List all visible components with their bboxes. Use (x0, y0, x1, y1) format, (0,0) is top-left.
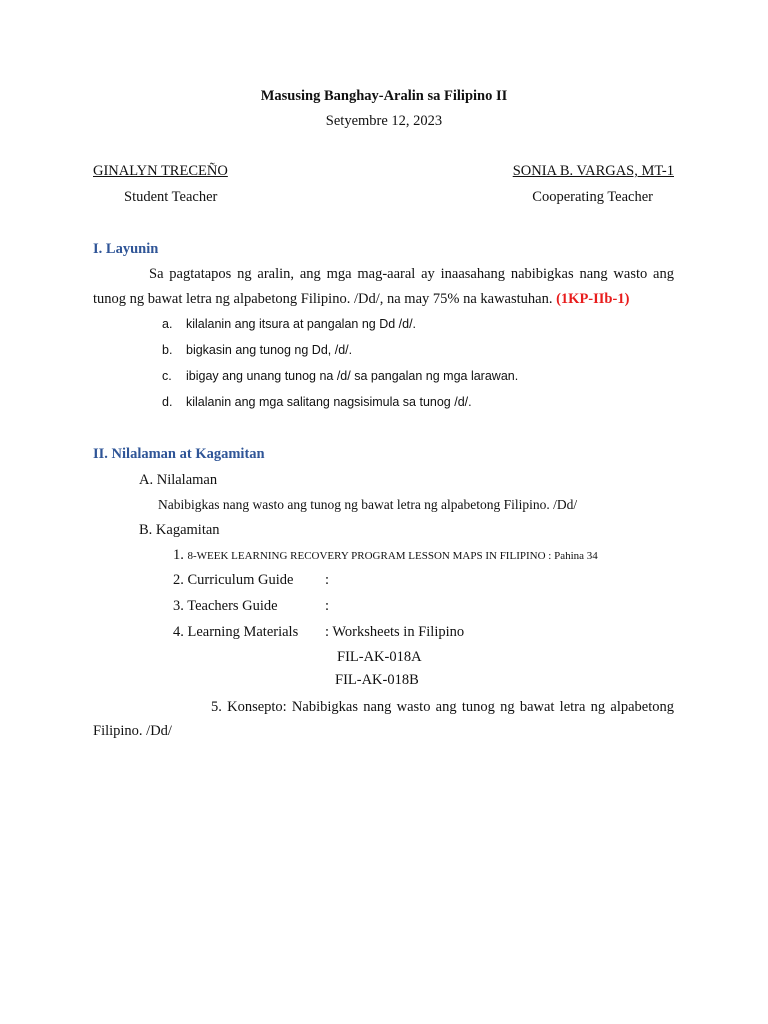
document-date: Setyembre 12, 2023 (325, 113, 443, 129)
worksheet-code: FIL-AK-018A (337, 649, 422, 665)
item-number: 1. (173, 547, 184, 563)
curriculum-guide-value: : (325, 572, 330, 588)
objective-text: ibigay ang unang tunog na /d/ sa pangalan ng mga larawan. (186, 369, 519, 383)
kagamitan-item-1 (173, 547, 598, 564)
nilalaman-label: A. Nilalaman (139, 472, 218, 488)
objective-item (162, 395, 472, 409)
objective-item (162, 369, 518, 383)
document-title: Masusing Banghay-Aralin sa Filipino II (260, 88, 508, 104)
cooperating-teacher-role: Cooperating Teacher (532, 189, 653, 205)
objective-item (162, 343, 352, 357)
layunin-intro-text: tunog ng bawat letra ng alpabetong Filipino. /Dd/, na may 75% na kawastuhan. (93, 291, 553, 307)
kagamitan-label: B. Kagamitan (139, 522, 220, 538)
layunin-intro-line-2 (93, 291, 629, 308)
worksheet-code: FIL-AK-018B (335, 672, 419, 688)
layunin-intro-line-1: Sa pagtatapos ng aralin, ang mga mag-aaral ay inaasahang nabibigkas nang wasto ang (149, 266, 674, 282)
objective-label: b. (162, 343, 173, 357)
objective-label: d. (162, 395, 173, 409)
objective-label: c. (162, 369, 172, 383)
student-teacher-name: GINALYN TRECEÑO (93, 163, 228, 179)
competency-code: (1KP-IIb-1) (556, 291, 630, 307)
section-nilalaman-heading: II. Nilalaman at Kagamitan (93, 446, 265, 462)
student-teacher-role: Student Teacher (124, 189, 218, 205)
konsepto-line-2: Filipino. /Dd/ (93, 723, 172, 739)
teachers-guide-label: 3. Teachers Guide (173, 598, 278, 614)
section-layunin-heading: I. Layunin (93, 241, 159, 257)
objective-text: bigkasin ang tunog ng Dd, /d/. (186, 343, 353, 357)
objective-text: kilalanin ang itsura at pangalan ng Dd /d/. (186, 317, 417, 331)
learning-materials-value: : Worksheets in Filipino (325, 624, 465, 640)
objective-item (162, 317, 416, 331)
item-text: 8-WEEK LEARNING RECOVERY PROGRAM LESSON MAPS IN FILIPINO : Pahina 34 (187, 550, 598, 562)
teachers-guide-value: : (325, 598, 330, 614)
nilalaman-text: Nabibigkas nang wasto ang tunog ng bawat letra ng alpabetong Filipino. /Dd/ (158, 497, 578, 512)
cooperating-teacher-name: SONIA B. VARGAS, MT-1 (512, 163, 674, 179)
learning-materials-label: 4. Learning Materials (173, 624, 299, 640)
curriculum-guide-label: 2. Curriculum Guide (173, 572, 294, 588)
objective-label: a. (162, 317, 173, 331)
konsepto-line-1: 5. Konsepto: Nabibigkas nang wasto ang tunog ng bawat letra ng alpabetong (211, 699, 674, 715)
objective-text: kilalanin ang mga salitang nagsisimula sa tunog /d/. (186, 395, 472, 409)
